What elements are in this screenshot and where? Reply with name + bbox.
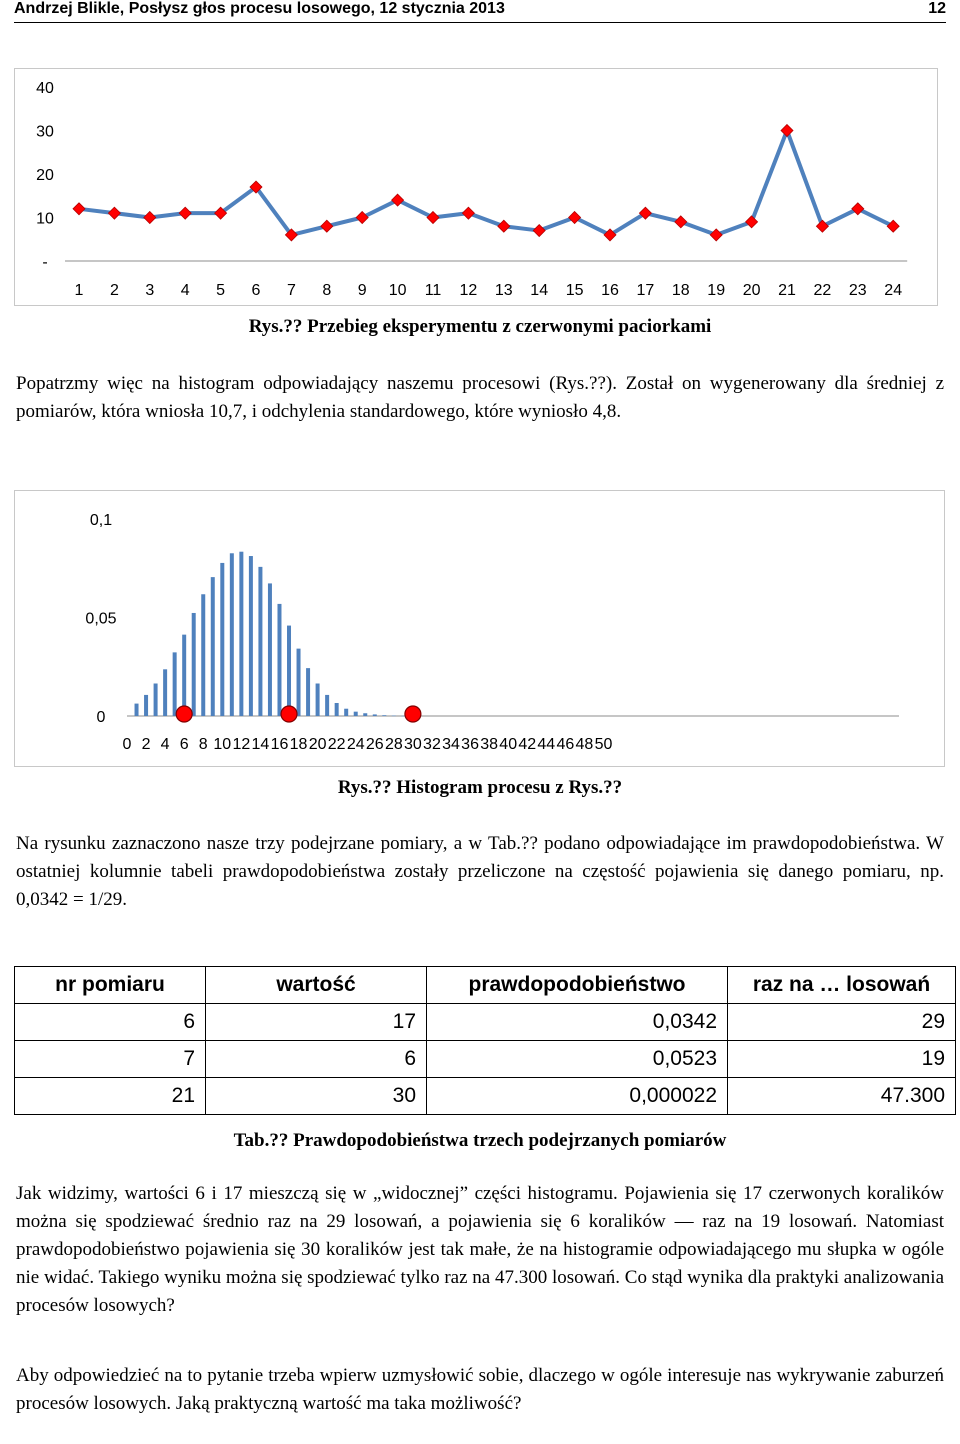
x-tick-label: 30 <box>404 736 422 753</box>
y-tick-label: 0,1 <box>89 512 113 529</box>
table-cell: 0,0342 <box>427 1004 728 1041</box>
x-tick-label: 11 <box>424 282 442 299</box>
figure-caption-2: Rys.?? Histogram procesu z Rys.?? <box>337 777 623 798</box>
y-tick-label: 20 <box>36 167 54 184</box>
x-tick-label: 6 <box>179 736 189 753</box>
histogram-bar <box>354 712 358 716</box>
histogram-bar <box>230 553 234 716</box>
x-tick-label: 36 <box>461 736 479 753</box>
x-tick-label: 14 <box>251 736 270 753</box>
x-tick-label: 22 <box>327 736 346 753</box>
data-point-marker <box>675 216 687 228</box>
x-tick-label: 48 <box>575 736 594 753</box>
table-cell: 47.300 <box>728 1078 956 1115</box>
x-tick-label: 12 <box>232 736 251 753</box>
paragraph-3: Jak widzimy, wartości 6 i 17 mieszczą się w „widocznej” części histogramu. Pojawienia się 17 czerwonych koralików można się spodziewać średnio raz na 29 losowań, a pojawienia się 6 koralików — raz na 19 losowań. Natomiast prawdopodobieństwo pojawienia się 30 koralików jest tak małe, że na histogramie odpowiadającego mu słupka w ogóle nie widać. Takiego wyniku można się spodziewać tylko raz na 47.300 losowań. Co stąd wynika dla praktyki analizowania procesów losowych? <box>16 1183 945 1316</box>
x-tick-label: 12 <box>459 282 478 299</box>
histogram-bar <box>325 695 329 716</box>
data-point-marker <box>462 207 474 219</box>
x-tick-label: 40 <box>499 736 518 753</box>
x-tick-label: 26 <box>365 736 384 753</box>
x-tick-label: 22 <box>813 282 832 299</box>
line-chart-frame <box>14 68 938 306</box>
data-point-marker <box>746 216 758 228</box>
data-point-marker <box>710 229 722 241</box>
paragraph-2: Na rysunku zaznaczono nasze trzy podejrzane pomiary, a w Tab.?? podano odpowiadające im prawdopodobieństwa. W ostatniej kolumnie tabeli prawdopodobieństwa zostały przeliczone na częstość pojawienia się danego pomiaru, np. 0,0342 = 1/29. <box>16 833 944 910</box>
histogram-bar <box>182 635 186 716</box>
histogram-bar <box>144 695 148 716</box>
x-tick-label: 34 <box>442 736 460 753</box>
histogram-bar <box>287 626 291 716</box>
table-cell: 21 <box>15 1078 206 1115</box>
x-tick-label: 21 <box>778 282 796 299</box>
y-tick-label: - <box>42 254 48 271</box>
x-tick-label: 0 <box>122 736 132 753</box>
histogram-bar <box>373 714 377 716</box>
histogram-bar <box>335 703 339 716</box>
table-cell: 29 <box>728 1004 956 1041</box>
paragraph-1: Popatrzmy więc na histogram odpowiadający naszemu procesowi (Rys.??). Został on wygenerowany dla średniej z pomiarów, która wniosła 10,7, i odchylenia standardowego, które wyniosło 4,8. <box>16 373 944 422</box>
x-tick-label: 6 <box>251 282 261 299</box>
x-tick-label: 20 <box>308 736 327 753</box>
histogram-bar <box>154 683 158 716</box>
data-point-marker <box>533 225 545 237</box>
table-cell: 0,0523 <box>427 1041 728 1078</box>
page-header <box>14 0 946 23</box>
histogram-bar <box>277 604 281 716</box>
x-tick-label: 7 <box>286 282 296 299</box>
page-number: 12 <box>928 0 946 17</box>
x-tick-label: 1 <box>74 282 84 299</box>
y-tick-label: 40 <box>36 80 54 97</box>
highlighted-measurement-marker <box>281 706 297 722</box>
data-point-marker <box>781 125 793 137</box>
histogram-bar <box>173 652 177 716</box>
table-cell: 6 <box>15 1004 206 1041</box>
highlighted-measurement-marker <box>405 706 421 722</box>
data-point-marker <box>144 212 156 224</box>
table-header-row <box>15 967 956 1004</box>
x-tick-label: 23 <box>848 282 867 299</box>
x-tick-label: 24 <box>346 736 365 753</box>
table-cell: 0,000022 <box>427 1078 728 1115</box>
x-tick-label: 38 <box>480 736 499 753</box>
x-tick-label: 44 <box>537 736 556 753</box>
x-tick-label: 9 <box>357 282 367 299</box>
histogram-bar <box>363 713 367 716</box>
x-tick-label: 20 <box>742 282 761 299</box>
x-tick-label: 13 <box>494 282 513 299</box>
col-header-probability: prawdopodobieństwo <box>427 967 728 1004</box>
histogram-bar <box>163 669 167 716</box>
table-cell: 17 <box>206 1004 427 1041</box>
histogram-bar <box>344 709 348 716</box>
col-header-value: wartość <box>206 967 427 1004</box>
table-cell: 30 <box>206 1078 427 1115</box>
y-tick-label: 30 <box>36 123 54 141</box>
table-cell: 6 <box>206 1041 427 1078</box>
data-point-marker <box>498 220 510 232</box>
y-tick-label: 0 <box>96 709 106 726</box>
histogram-bar <box>306 668 310 716</box>
histogram-chart <box>15 491 944 766</box>
x-tick-label: 28 <box>384 736 403 753</box>
table-cell: 19 <box>728 1041 956 1078</box>
x-tick-label: 32 <box>423 736 441 753</box>
paragraph-4: Aby odpowiedzieć na to pytanie trzeba wpierw uzmysłowić sobie, dlaczego w ogóle interesuje nas wykrywanie zaburzeń procesów losowych. Jaką praktyczną wartość ma taka możliwość? <box>16 1365 944 1414</box>
histogram-bar <box>316 683 320 716</box>
x-tick-label: 18 <box>671 282 690 299</box>
table-cell: 7 <box>15 1041 206 1078</box>
x-tick-label: 46 <box>556 736 575 753</box>
table-row <box>15 1004 956 1041</box>
x-tick-label: 5 <box>216 282 226 299</box>
col-header-measurement: nr pomiaru <box>15 967 206 1004</box>
table-row <box>15 1041 956 1078</box>
header-title: Andrzej Blikle, Posłysz głos procesu losowego, 12 stycznia 2013 <box>14 0 505 17</box>
histogram-bar <box>382 715 386 716</box>
histogram-bar <box>258 567 262 716</box>
x-tick-label: 18 <box>289 736 308 753</box>
histogram-bar <box>201 594 205 716</box>
probability-table <box>14 966 956 1115</box>
x-tick-label: 16 <box>601 282 619 299</box>
table-caption: Tab.?? Prawdopodobieństwa trzech podejrzanych pomiarów <box>233 1130 727 1151</box>
histogram-bar <box>392 716 396 717</box>
x-tick-label: 42 <box>518 736 537 753</box>
x-tick-label: 17 <box>636 282 655 299</box>
x-tick-label: 14 <box>530 282 549 299</box>
x-tick-label: 2 <box>109 282 119 299</box>
x-tick-label: 2 <box>141 736 151 753</box>
x-tick-label: 19 <box>707 282 726 299</box>
x-tick-label: 4 <box>180 282 190 299</box>
histogram-bar <box>220 563 224 716</box>
figure-caption-1: Rys.?? Przebieg eksperymentu z czerwonymi paciorkami <box>248 316 712 337</box>
data-point-marker <box>73 203 85 215</box>
x-tick-label: 15 <box>565 282 584 299</box>
x-tick-label: 10 <box>213 736 232 753</box>
line-chart <box>15 69 937 305</box>
histogram-bar <box>249 556 253 716</box>
table-row <box>15 1078 956 1115</box>
highlighted-measurement-marker <box>176 706 192 722</box>
histogram-bar <box>268 583 272 716</box>
col-header-frequency: raz na … losowań <box>728 967 956 1004</box>
series-line <box>79 131 893 235</box>
y-tick-label: 10 <box>36 210 54 228</box>
data-point-marker <box>179 207 191 219</box>
histogram-frame <box>14 490 945 767</box>
histogram-bar <box>297 649 301 716</box>
histogram-bar <box>239 552 243 716</box>
data-point-marker <box>108 207 120 219</box>
x-tick-label: 10 <box>388 282 407 299</box>
data-point-marker <box>321 220 333 232</box>
x-tick-label: 4 <box>160 736 170 753</box>
x-tick-label: 8 <box>322 282 332 299</box>
x-tick-label: 50 <box>594 736 613 753</box>
y-tick-label: 0,05 <box>85 610 117 628</box>
x-tick-label: 24 <box>884 282 903 299</box>
x-tick-label: 8 <box>198 736 208 753</box>
histogram-bar <box>211 577 215 716</box>
x-tick-label: 3 <box>145 282 155 299</box>
x-tick-label: 16 <box>270 736 289 753</box>
histogram-bar <box>135 704 139 716</box>
histogram-bar <box>192 613 196 716</box>
